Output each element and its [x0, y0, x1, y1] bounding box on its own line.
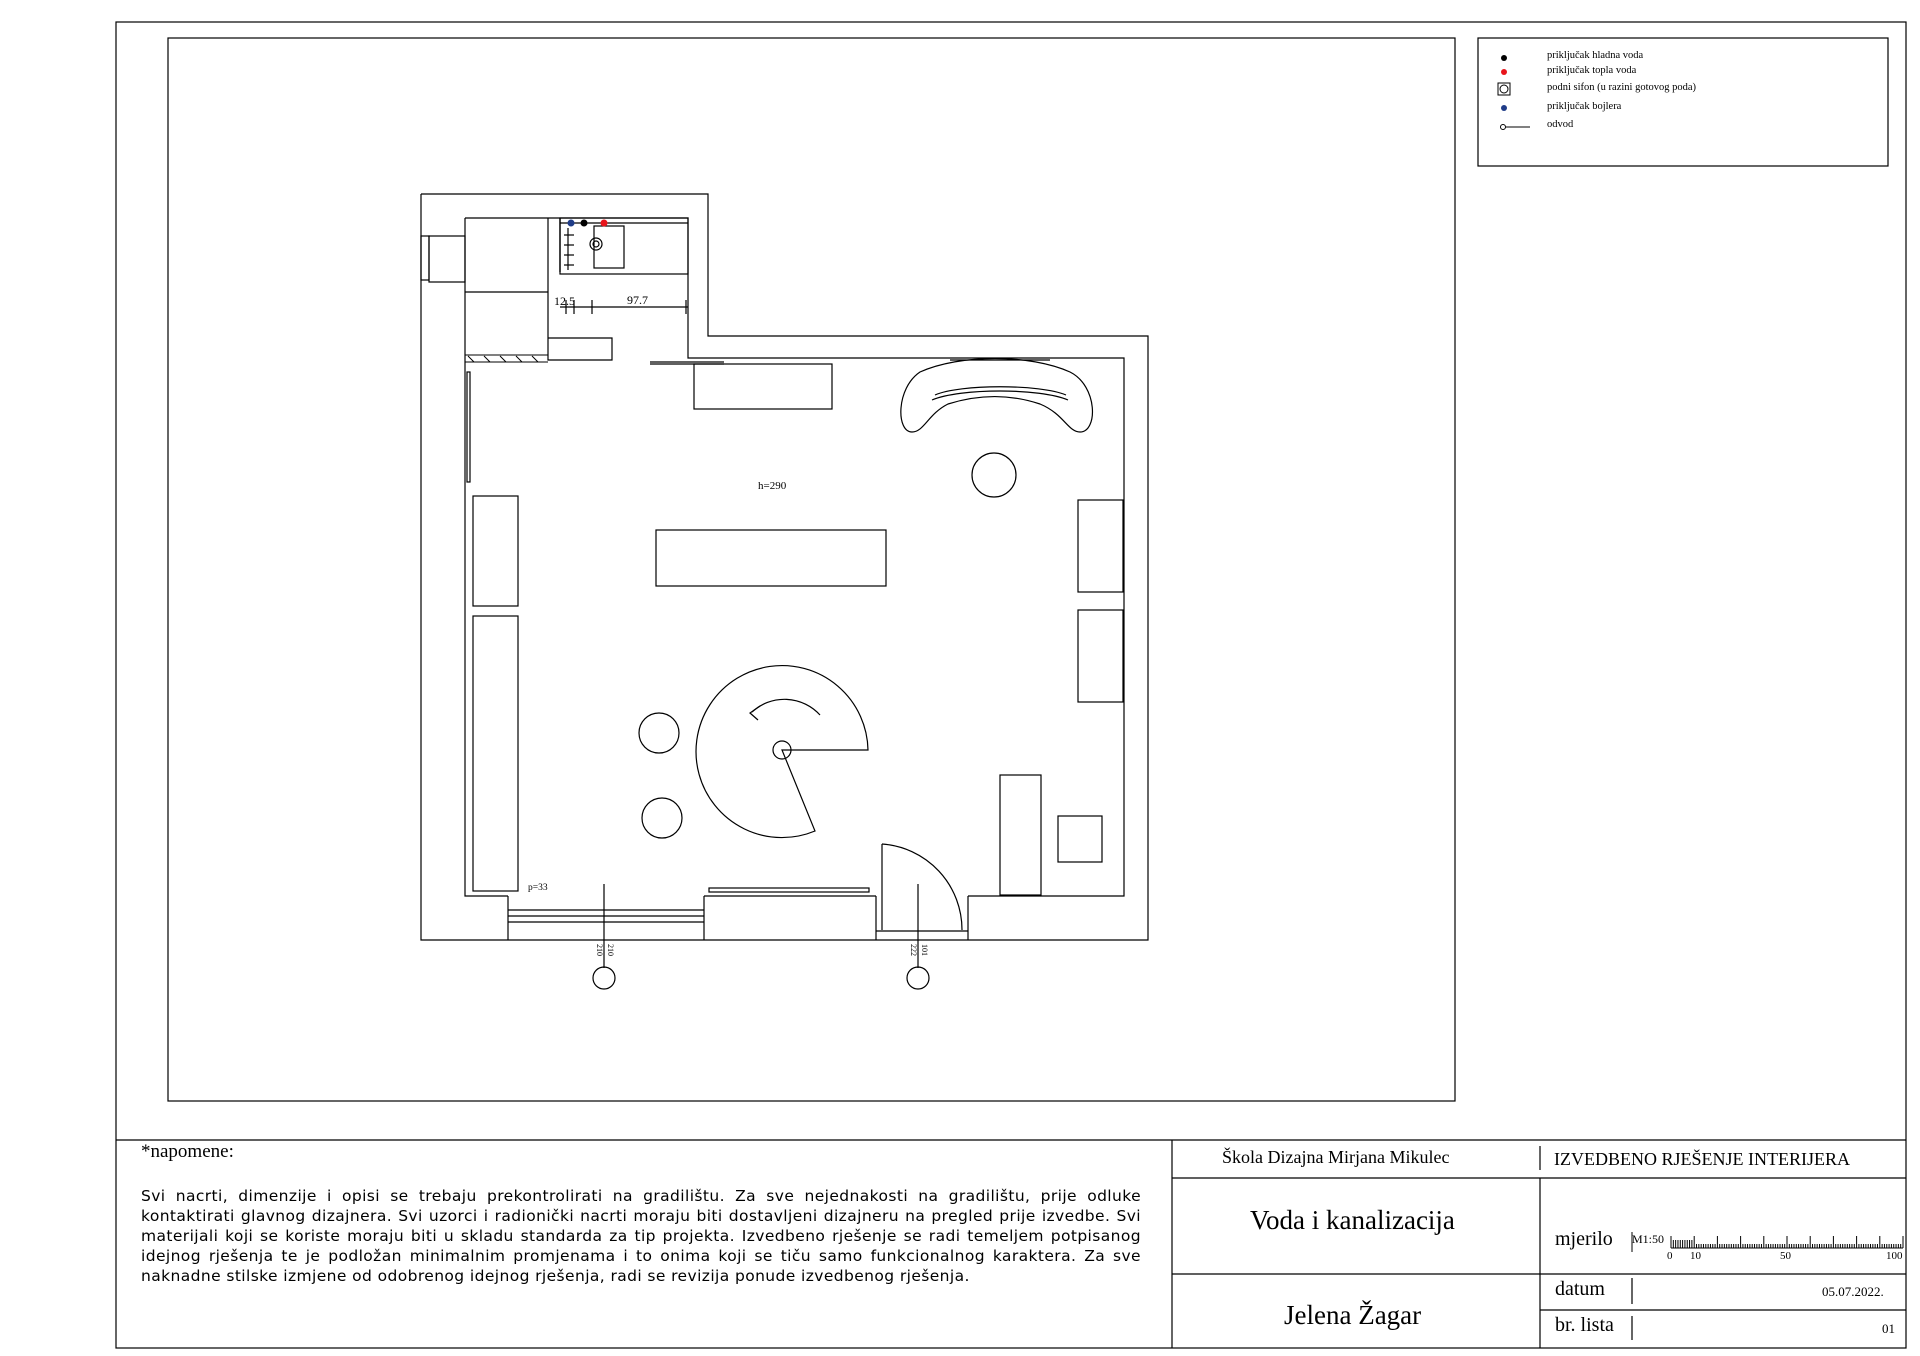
legend-box	[1478, 38, 1888, 166]
project-type: IZVEDBENO RJEŠENJE INTERIJERA	[1554, 1149, 1850, 1169]
small-table	[1058, 816, 1102, 862]
drain-line-icon	[1501, 125, 1531, 130]
right-cabinet-2	[1078, 610, 1123, 702]
scale-tick-100: 100	[1886, 1250, 1903, 1262]
black-dot-icon	[1501, 55, 1507, 61]
scale-tick-50: 50	[1780, 1250, 1791, 1262]
legend-label-boiler: priključak bojlera	[1547, 101, 1622, 112]
legend-label-cold-water: priključak hladna voda	[1547, 50, 1644, 61]
scale-tick-10: 10	[1690, 1250, 1701, 1262]
school-name: Škola Dizajna Mirjana Mikulec	[1222, 1147, 1450, 1167]
sofa	[901, 359, 1093, 433]
sheet-value: 01	[1882, 1321, 1895, 1336]
door-marker-v1: 222	[909, 944, 918, 956]
dimension-a: 12.5	[554, 294, 575, 308]
drawing-viewport	[168, 38, 1455, 1101]
stool-1	[972, 453, 1016, 497]
center-table	[656, 530, 886, 586]
cold-water-connection-icon	[581, 220, 588, 227]
section-marker-window	[593, 967, 615, 989]
floor-drain-icon	[1498, 83, 1510, 95]
window-marker-v2: 210	[606, 944, 615, 956]
door-marker-v2: 101	[920, 944, 929, 956]
scale-label: mjerilo	[1555, 1228, 1613, 1250]
left-cabinet-2	[473, 616, 518, 891]
right-cabinet-1	[1078, 500, 1123, 592]
notes-title: *napomene:	[141, 1141, 234, 1162]
boiler-connection-icon	[568, 220, 575, 227]
legend-label-hot-water: priključak topla voda	[1547, 65, 1637, 76]
stool-3	[642, 798, 682, 838]
dimension-b: 97.7	[627, 293, 648, 307]
scale-tick-0: 0	[1667, 1250, 1673, 1262]
spiral-stair	[696, 666, 868, 838]
legend-label-drain: odvod	[1547, 119, 1574, 130]
legend-label-floor-drain: podni sifon (u razini gotovog poda)	[1547, 82, 1697, 93]
left-cabinet-1	[473, 496, 518, 606]
floor-plan	[421, 194, 1148, 989]
parapet-label: p=33	[528, 883, 548, 893]
author-name: Jelena Žagar	[1284, 1300, 1422, 1330]
hot-water-connection-icon	[601, 220, 608, 227]
wall-inner	[465, 218, 1124, 896]
date-value: 05.07.2022.	[1822, 1284, 1884, 1299]
scale-bar	[1632, 1232, 1903, 1252]
ceiling-height-label: h=290	[758, 480, 787, 492]
sheet-label: br. lista	[1555, 1314, 1614, 1336]
blue-dot-icon	[1501, 105, 1507, 111]
drawing-title: Voda i kanalizacija	[1250, 1205, 1455, 1235]
stool-2	[639, 713, 679, 753]
notes-text: Svi nacrti, dimenzije i opisi se trebaju prekontrolirati na gradilištu. Za sve nejednakosti na gradilištu, prije odluke kontaktirati glavnog dizajnera. Svi uzorci i radionički nacrti moraju biti dostavljeni dizajneru na pregled prije izvedbe. Svi materijali koji se koriste moraju biti u skladu standarda za tip projekta. Izvedbeno rješenje se radi temeljem potpisanog idejnog rješenja te je podložan minimalnim promjenama i to onima koji se tiču samo funkcionalnog karaktera. Za sve naknadne stilske izmjene od odobrenog idejnog rješenja, radi se revizija ponude izvedbenog rješenja.	[141, 1187, 1141, 1285]
section-marker-door	[907, 967, 929, 989]
window-marker-v1: 210	[595, 944, 604, 956]
tall-cabinet	[1000, 775, 1041, 895]
wall-outer	[421, 194, 1148, 940]
date-label: datum	[1555, 1278, 1605, 1300]
red-dot-icon	[1501, 69, 1507, 75]
scale-value: M1:50	[1632, 1232, 1665, 1246]
shelf-top	[694, 364, 832, 409]
